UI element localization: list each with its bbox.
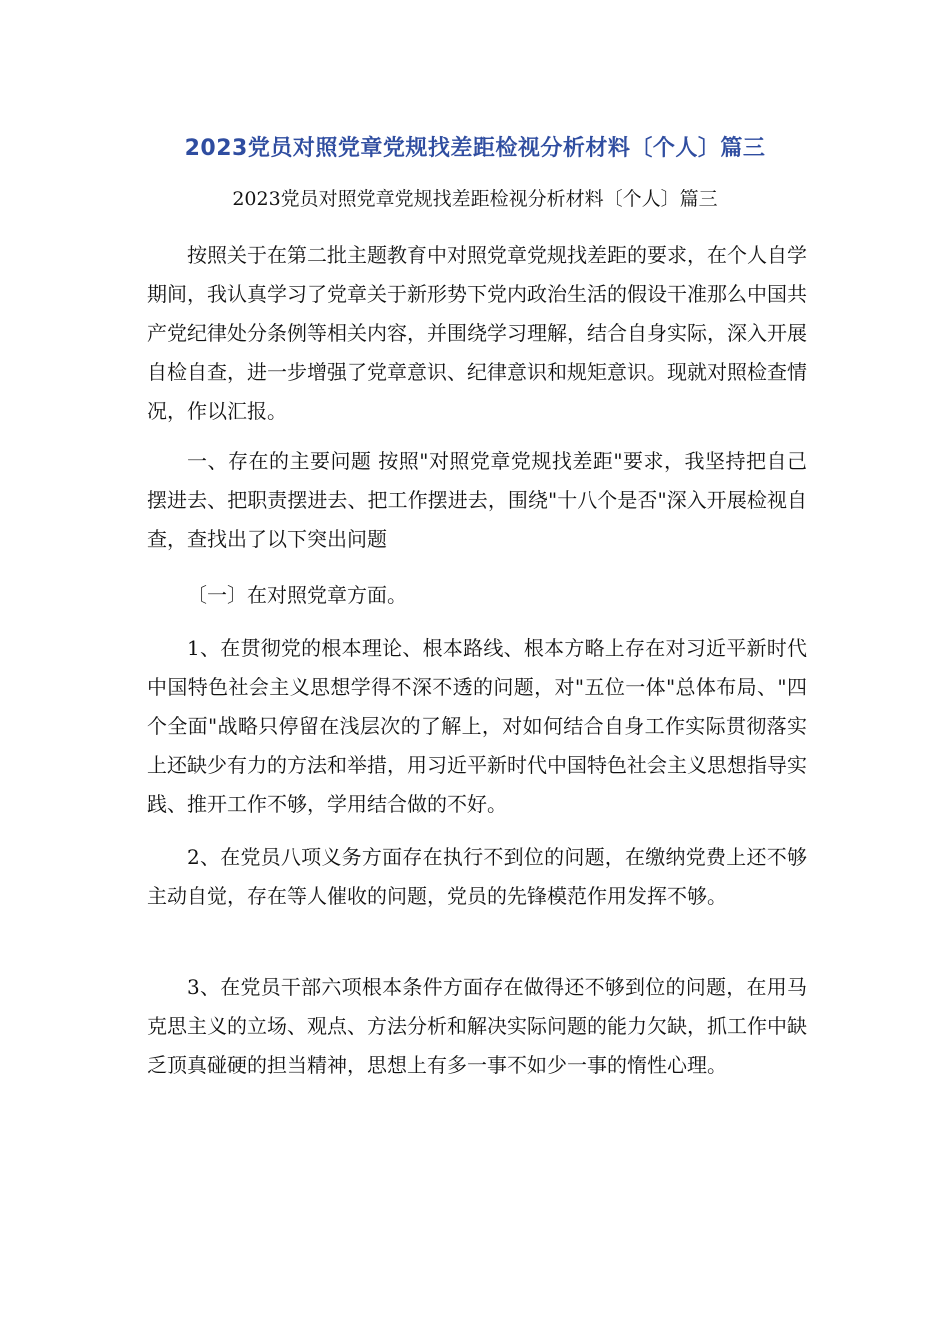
paragraph-intro: 按照关于在第二批主题教育中对照党章党规找差距的要求，在个人自学期间，我认真学习了党章关于新形势下党内政治生活的假设干准那么中国共产党纪律处分条例等相关内容，并围绕学习理解，结合自身实际，深入开展自检自查，进一步增强了党章意识、纪律意识和规矩意识。现就对照检查情况，作以汇报。 <box>147 243 807 423</box>
paragraph-item-1: 1、在贯彻党的根本理论、根本路线、根本方略上存在对习近平新时代中国特色社会主义思想学得不深不透的问题，对"五位一体"总体布局、"四个全面"战略只停留在浅层次的了解上，对如何结合自身工作实际贯彻落实上还缺少有力的方法和举措，用习近平新时代中国特色社会主义思想指导实践、推开工作不够，学用结合做的不好。 <box>147 636 807 816</box>
paragraph-main-problems: 一、存在的主要问题 按照"对照党章党规找差距"要求，我坚持把自己摆进去、把职责摆进去、把工作摆进去，围绕"十八个是否"深入开展检视自查，查找出了以下突出问题 <box>147 449 807 551</box>
document-title: 2023党员对照党章党规找差距检视分析材料〔个人〕篇三 <box>184 136 766 161</box>
paragraph-item-2: 2、在党员八项义务方面存在执行不到位的问题，在缴纳党费上还不够主动自觉，存在等人催收的问题，党员的先锋模范作用发挥不够。 <box>147 845 807 908</box>
document-subtitle: 2023党员对照党章党规找差距检视分析材料〔个人〕篇三 <box>232 188 718 210</box>
paragraph-item-3: 3、在党员干部六项根本条件方面存在做得还不够到位的问题，在用马克思主义的立场、观点、方法分析和解决实际问题的能力欠缺，抓工作中缺乏顶真碰硬的担当精神，思想上有多一事不如少一事的惰性心理。 <box>147 975 807 1077</box>
paragraph-section-heading: 〔一〕在对照党章方面。 <box>187 583 407 607</box>
